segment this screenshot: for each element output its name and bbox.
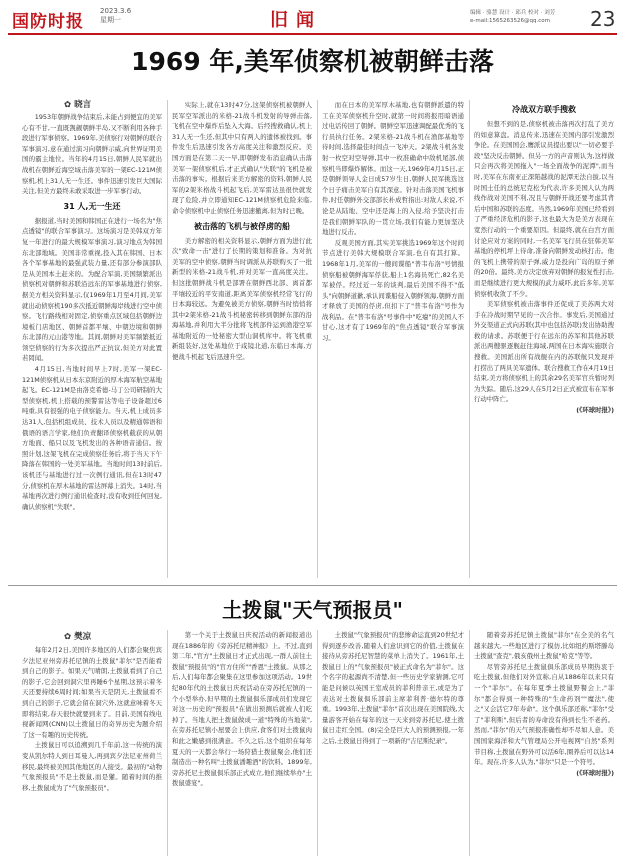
article2-column-1: [22, 645, 162, 857]
article2-column-4: [474, 630, 614, 856]
article1-column-3: [322, 100, 464, 578]
subheading: 冷战双方联手搜救: [512, 105, 576, 114]
article1-author-name: 晓言: [74, 100, 92, 110]
paragraph: 反观美国方面,其实美军挑选1969年这个时间节点进行美韩大规模联合军演,也自有其打算。1968年1月,美军的一艘间谍船"普韦布洛"号情报侦察船被朝鲜海军俘获,船上1名海员死亡,82名美军被俘。经过近一年的谈判,最后美国不得不"低头"向朝鲜道歉,承认间谍船侵入朝鲜领海,朝鲜方面才释放了美国的俘虏,但扣下了"普韦布洛"号作为战利品。在"普韦布洛"号事件中"吃瘪"的美国人不甘心,这才有了1969年的"焦点透镜"联合军事演习。: [322, 238, 464, 343]
issue-date: [100, 7, 131, 25]
editor-info: [470, 9, 555, 25]
email-text: e-mail:1565263526@qq.com: [470, 18, 550, 24]
column-divider: [469, 630, 470, 856]
paragraph: 但想不到的是,侦察机被击落再次打乱了美方的如意算盘。消息传来,迅速在美国内部引发激烈争论。在美国国会,鹰派议员提出要以"一切必要手段"坚决反击朝鲜。但另一方的声音则认为,这样做只会再次将美国拖入"一场全面战争的泥潭",而当时,美军在东南亚正深陷越战的泥潭无法自拔,以当时国土任的总统尼克松为代表,许多美国人认为两线作战对美国不利,况且与朝鲜开战还要考虑其背后中国和苏联的态度。当然,1969年美国已经看到了严重经济危机的影子,这也最大为是美方表现在宽然行动的一个重要原因。但最终,就在白宫方面讨论应对方案的同时,一名美军飞行员在驻韩美军基地的停机坪上待命,准备向朝鲜发动核打击。他的飞机上携带的原子弹,威力是投向广岛的原子弹的20倍。最终,美方决定放弃对朝鲜的报复性打击,而是继续进行更大规模的武力威吓,此后多年,美军侦察机收敛了不少。: [474, 120, 614, 298]
paragraph: 尽管旁苏托尼土拨鼠俱乐部成员早期热衷于吃土拨鼠,但他们对外宣称,自从1886年以来只有一个"菲尔"。在每年夏季土拨鼠野餐会上,"菲尔"都会得到一种特殊的"生命药剂""魔法",使之"又会活它7年寿命"。这个俱乐部还称,"菲尔"受了"菲利斯",但后者的寿命没有得到长生不老药。然而,"菲尔"的天气预报准确性却不尽如人意。美国国家海洋和大气管理局公开电视网"自然"系列节目称,土拨鼠在野外可以活6年,圈养后可以达14年。现在,许多人认为,"菲尔"只是一个符号。: [474, 662, 614, 767]
article1-source: (《环球时报》): [576, 406, 614, 415]
paragraph: 而在日本的美军厚木基地,也有朝鲜派遣的特工在美军侦察机升空时,就第一时间将报用暗语通过电话传回了朝鲜。朝鲜空军迅速调配最优秀的飞行员执行任务。2架米格-21战斗机在渔郎基地等待时间,选择最佳时间点一飞冲天。2架战斗机各发射一枚空对空导弹,其中一枚准确命中敌机尾部,侦察机当即爆炸解体。而这一天,1969年4月15日,正是朝鲜领导人金日成57岁生日,朝鲜人民军挑选这个日子痛击美军自有其深意。针对击落美国飞机事件,时任朝鲜外交部部长朴成哲指出:对敌人来说,不论是从陆地、空中还是海上的入侵,给予坚决打击是我们朝鲜军队的一贯立场,我们有能力更加坚决地进行反击。: [322, 101, 464, 237]
column-divider: [167, 100, 168, 578]
paragraph: 第一个关于土拨鼠日庆祝活动的新闻报道出现在1886年的《旁苏托尼精神报》上。不过,直到第二年,"官方"土拨鼠日才正式出现,一群人前往土拨鼠"预报员"的"官方住所""香恩"土拨鼠。从那之后,人们每年都会聚集在这里参加这项活动。19世纪80年代的土拨鼠日庆祝活动在旁苏托尼镇的一个小型举办,但早期的土拨鼠俱乐部成员们发现它对这一历史的"预报员"在做出预测后就被人们吃掉了。当地人把土拨鼠做成一道"特殊的当地菜",在旁苏托尼镇小屋要会上供应,食客们对土拨鼠肉和此之嫩感到很满意。不久之后,这个组织在每年夏天的一天都会举行一场狩猎土拨鼠聚会,他们还制造出一种名叫"土拨鼠潘趣酒"的饮料。1899年,旁苏托尼土拨鼠俱乐部正式成立,他们继续举办"土拨鼠盛宴"。: [172, 631, 312, 788]
subheading: 31 人,无一生还: [63, 201, 121, 211]
article1-column-2: [172, 100, 312, 578]
article-divider: [8, 585, 617, 586]
article1-title: 1969 年,美军侦察机被朝鲜击落: [131, 47, 494, 76]
date-text: 2023.3.6: [100, 7, 132, 15]
masthead-logo: 国防时报: [12, 12, 84, 32]
column-divider: [317, 100, 318, 578]
paragraph: 随着旁苏托尼镇土拨鼠"菲尔"在全美的名气越来越大,一些地区进行了模仿,比如纽约斯塔滕岛土拨鼠"查克",俄亥俄州土拨鼠"哈克"等等。: [474, 631, 614, 661]
paragraph: 美方解密的相关资料显示,朝鲜方面为进行此次"致命一击"进行了长期的策划和准备。为对抗美军的空中侦察,朝鲜当时调派从苏联购买了一批新型的米格-21战斗机,并对美军一直高度关注。但这批朝鲜战斗机是部署在朝鲜西北部、离首都平壤较近的平安南道,距离美军侦察机经常飞行的日本海较远。为避免被美方侦察,朝鲜当时悄悄将其中2架米格-21战斗机秘密转移到朝鲜东部的沿海基地,并利用大半分批将飞机部件运到渔港空军基地附近的一处秘密大型山洞机库中。将飞机重新组装好,这处基地位于咸镜北道,东临日本海,方便战斗机起飞后迅速升空。: [172, 236, 312, 362]
paragraph: 1953年朝鲜战争结束后,未能占到便宜的美军心有不甘,一直既觊觎朝鲜半岛,又不断利用各种手段进行军事侦察。1969年,美侦察行对朝鲜的联合军事演习,意在通过演习向朝鲜示威,向世界证明美国的霸主地位。当年的4月15日,朝鲜人民军就出战机在朝鲜近海空域击落美军的一架EC-121M侦察机,机上31人无一生还。事件迅速引发巨大国际关注,但美方最终未敢采取进一步军事行动。: [22, 113, 162, 196]
paragraph: 美军侦察机被击落事件还促成了美苏两大对手在冷战时期罕见的一次合作。事发后,美国通过外交渠道正式向苏联(其中也包括苏联)发出协助搜救的请求。苏联便于行在远东的苏军和其他苏联派出两艘驱逐舰赶往海域,两国在日本海实施联合搜救。美国派出所有战舰在内的苏联航只发现并打捞出了两具美军遗体。联合搜救工作在4月19日结束,美方将侦察机上的其余29名美军官兵暂时列为失踪。随后,这29人在5月2日正式被宣布在军事行动中阵亡。: [474, 300, 614, 404]
weekday-text: 星期一: [100, 16, 121, 24]
article2-column-3: [322, 630, 464, 856]
article2-column-2: [172, 630, 312, 856]
paragraph: 据报道,当时美国和韩国正在进行一场名为"焦点透镜"的联合军事演习。这场演习是美韩双方年复一年进行的最大规模军事演习,演习地点为韩国东北部地域。美国非常重视,投入其在韩国、日本各个军事基地的最强武装力量,还有部分参演部队是从美国本土赶来的。为配合军演,美国频繁派出侦察机对朝鲜和苏联沿远东的军事基地进行侦察,据美方相关资料显示,仅1969年1月至4月间,美军就出动侦察机190多次抵近朝鲜海岸线进行空中侦察。飞行路线相对固定,侦察重点区域包括朝鲜边境板门店地区、朝鲜首都平壤、中朝边境和朝鲜东北部的元山港等地。其间,朝鲜对美军频繁抵近领空侦察的行为多次提出严正抗议,但美方对此置若罔闻。: [22, 216, 162, 363]
section-title: 旧闻: [270, 10, 322, 31]
paragraph: 土拨鼠"气象预报员"的悲惨命运直到20世纪才得到逐步改善,随着人们意识到它的价值,土拨鼠在接待从旁苏托尼智慧的菜单上消失了。1961年,土拨鼠日上的"气象预报员"被正式命名为"菲尔"。这个名字的起源尚不清楚,但一些历史学家猜测,它可能是问候以英国王室成员的菲利普亲王,或是为了表达对土拨鼠俱乐部前主席菲利普·德尔特的尊重。1993年,土拨鼠"菲尔"首次出现在美国院线,大量游客开始在每年的这一天来到旁苏托尼,使土拨鼠日走红全国。(8)完全是巨大人的预测预报,一年之后,土拨鼠日得到了一项新的"吉尼斯纪录"。: [322, 631, 464, 745]
article2-author-name: 樊凉: [74, 632, 92, 642]
article1-column-4: [474, 100, 614, 578]
article2-source: (《环球时报》): [576, 768, 614, 777]
page-number: 23: [590, 7, 616, 31]
article1-author: ✿ 晓言: [64, 100, 92, 110]
column-divider: [317, 630, 318, 856]
article2-title: 土拨鼠"天气预报员": [222, 598, 403, 622]
paragraph: 每年2月2日,美国许多地区的人们都会聚焦宾夕法尼亚州旁苏托尼镇的土拨鼠"菲尔"是否能看到自己的影子。如果天气晴朗,土拨鼠看到了自己的影子,它会回到洞穴里再睡6个星期,这预示着冬天还要持续6周时间;如果当天是阴天,土拨鼠看不到自己的影子,它就会留在洞穴外,这就意味着冬天即将结束,春天很快就要到来了。目前,美国有线电视新闻网(CNN)以土拨鼠日的奇异历史为题介绍了这一有趣的历史传统。: [22, 646, 162, 739]
header-rule: [8, 33, 617, 35]
column-divider: [167, 630, 168, 856]
paragraph: 土拨鼠日可以追溯到几千年前,这一传统的演变从凯尔特人到日耳曼人,再到宾夕法尼亚州荷兰移民,最终被美国其他地区的人接受。最初的"动物气象预报员"不是土拨鼠,而是獾。随着时间的推移,土拨鼠成为了"气象预报员"。: [22, 741, 162, 792]
column-divider: [469, 100, 470, 578]
page-header: [0, 0, 625, 34]
subheading: 被击落的飞机与被俘虏的船: [194, 221, 290, 231]
paragraph: 4月15日,当地时间早上7时,美军一架EC-121M侦察机从日本东京附近的厚木海军航空基地起飞。EC-121M是由洛克希德-马丁公司研制的大型侦察机,机上搭载的预警雷达等电子设备超过6吨重,具有很强的电子侦察能力。当天,机上成员多达31人,包括机组成员、技术人员以及精通韩语和俄语的语言学家,他们负责翻译侦察机截获的从朝方地面、船只以及飞机发出的各种语音通信。按照计划,这架飞机在完成侦察任务后,将于当天下午降落在韩国的一处美军基地。当地时间13时前后,该机还与基地进行过一次例行通讯,但在13时47分,侦察机在厚木基地的雷达屏幕上消失。14时,当基地再次进行例行通讯检查时,没有收到任何回复,确认侦察机"失联"。: [22, 365, 162, 511]
paragraph: 实际上,就在13时47分,这架侦察机被朝鲜人民军空军派出的米格-21战斗机发射的导弹击落,飞机在空中爆炸后坠入大海。后经搜救确认,机上31人无一生还,但其中只有两人的遗体被找到。事件发生后迅速引发各方高度关注和激烈反应。美国方面是在第二天一早,即朝鲜发布消息确认击落美军一架侦察机后,才正式确认"失联"的飞机是被击落的事实。根据后来美方解密的资料,朝鲜人民军的2架米格战斗机起飞后,美军雷达虽很快就发现了危险,并立即通知EC-121M侦察机危险来临,命令侦察机中止侦察任务迅速撤离,但为时已晚。: [172, 101, 312, 215]
article1-column-1: [22, 112, 162, 578]
article2-author: ✿ 樊凉: [64, 632, 92, 642]
editors-text: 编辑 · 骆慧 设计 · 邱兵 校对 · 刘芳: [470, 10, 556, 16]
